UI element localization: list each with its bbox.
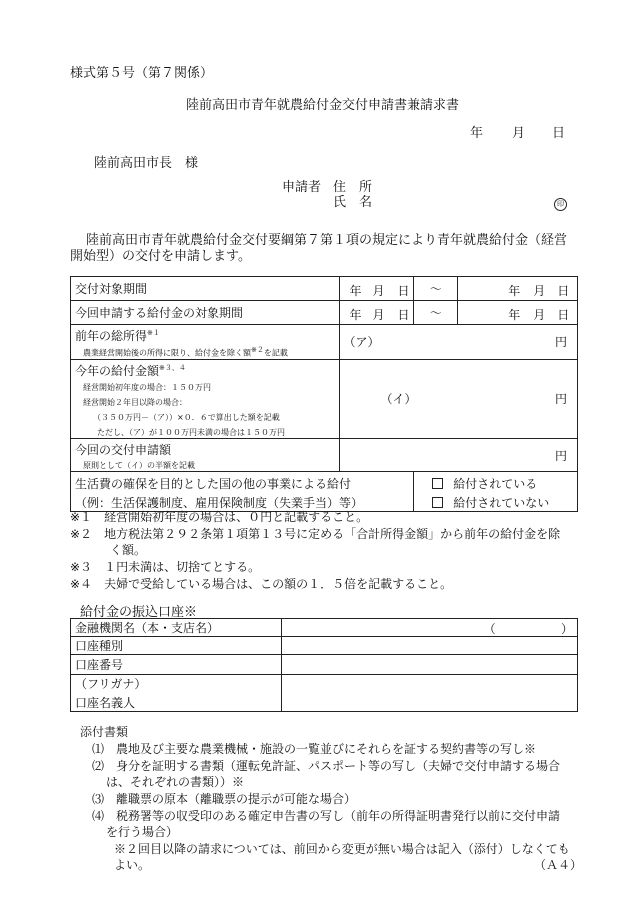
institution-paren-open: （: [483, 622, 496, 636]
note-1: [70, 508, 368, 525]
this-year-note-2: 経営開始２年目以降の場合：: [83, 397, 187, 407]
seal-icon: 印: [554, 198, 567, 211]
bank-heading: 給付金の振込口座※: [80, 605, 198, 620]
period-label: 交付対象期間: [75, 282, 148, 296]
period-tilde: ～: [429, 282, 442, 296]
current-start-month: 月: [372, 308, 385, 322]
account-type-label: 口座種別: [75, 639, 124, 653]
other-benefits-label-cell: [71, 471, 414, 511]
note-4-mark: ※４: [70, 577, 93, 591]
note-2: [70, 525, 560, 542]
prev-income-note-tail: を記載: [263, 348, 288, 358]
note-3-text: １円未満は、切捨てとする。: [104, 560, 261, 574]
this-request-label-cell: [71, 438, 340, 471]
note-1-text: 経営開始初年度の場合は、０円と記載すること。: [104, 510, 369, 524]
attachment-item-1: ⑴ 農地及び主要な農業機械・施設の一覧並びにそれらを証する契約書等の写し※: [92, 742, 537, 756]
prev-income-note: 農業経営開始後の所得に限り、給付金を除く額: [83, 348, 251, 358]
applicant-label: 申請者: [282, 180, 322, 195]
this-year-marker: （イ）: [380, 391, 417, 406]
paper-size-label: （Ａ４）: [534, 858, 583, 872]
checkbox-received[interactable]: [432, 478, 443, 489]
period-start-month: 月: [372, 284, 385, 298]
account-number-input-cell[interactable]: [281, 655, 577, 675]
this-request-unit: 円: [554, 448, 567, 463]
other-benefits-label-1: 生活費の確保を目的とした国の他の事業による給付: [75, 476, 352, 491]
note-4: [70, 575, 452, 592]
note-1-mark: ※１: [70, 510, 93, 524]
other-benefits-label-2: （例：生活保護制度、雇用保険制度（失業手当）等）: [75, 495, 364, 510]
intro-line-1: 陸前高田市青年就農給付金交付要綱第７第１項の規定により青年就農給付金（経営: [86, 233, 568, 248]
this-year-note-4: ただし、（ア）が１００万円未満の場合は１５０万円: [97, 427, 285, 437]
note-3-mark: ※３: [70, 560, 93, 574]
furigana-label: （フリガナ）: [75, 677, 147, 691]
this-year-note-1: 経営開始初年度の場合：１５０万円: [83, 382, 211, 392]
attachment-item-2-line-2: は、それぞれの書類））※: [106, 775, 245, 789]
period-end-cell: [458, 277, 578, 301]
option-not-received[interactable]: [414, 492, 577, 511]
option-not-received-label: 給付されていない: [453, 495, 550, 510]
current-period-label: 今回申請する給付金の対象期間: [75, 306, 244, 320]
account-holder-label: 口座名義人: [75, 696, 136, 710]
this-year-unit: 円: [554, 391, 567, 406]
this-year-note-3: （３５０万円－（ア））×０．６で算出した額を記載: [93, 412, 280, 422]
account-holder-input-cell[interactable]: [281, 675, 577, 712]
account-type-input-cell[interactable]: [281, 637, 577, 655]
institution-label-cell: [71, 619, 282, 637]
date-year-label: 年: [470, 126, 484, 141]
addressee: 陸前高田市長 様: [94, 156, 199, 171]
prev-income-sup: ※１: [147, 329, 160, 337]
current-end-month: 月: [533, 308, 546, 322]
current-period-start-cell: [340, 301, 414, 325]
attachment-item-2-line-1: ⑵ 身分を証明する書類（運転免許証、パスポート等の写し（夫婦で交付申請する場合: [92, 759, 561, 773]
current-period-tilde-cell: [414, 301, 458, 325]
attachment-footnote-line-2: よい。: [114, 858, 151, 872]
application-table: [70, 276, 578, 512]
institution-label: 金融機関名（本・支店名）: [75, 621, 220, 635]
account-type-label-cell: [71, 637, 282, 655]
prev-income-label-cell: [71, 325, 340, 360]
document-title: 陸前高田市青年就農給付金交付申請書兼請求書: [186, 98, 460, 113]
note-2-text-1: 地方税法第２９２条第１項第１３号に定める「合計所得金額」から前年の給付金を除: [104, 527, 561, 541]
attachment-item-4-line-1: ⑷ 税務署等の収受印のある確定申告書の写し（前年の所得証明書発行以前に交付申請: [92, 809, 561, 823]
current-period-end-cell: [458, 301, 578, 325]
date-month-label: 月: [512, 126, 526, 141]
note-2-mark: ※２: [70, 527, 93, 541]
checkbox-not-received[interactable]: [432, 497, 443, 508]
this-year-label: 今年の給付金額: [75, 363, 160, 378]
address-label: 住 所: [333, 180, 373, 195]
prev-income-note-sup: ※２: [251, 346, 264, 354]
other-benefits-options-cell: [414, 471, 578, 511]
period-start-year: 年: [349, 284, 362, 298]
note-3: [70, 558, 260, 575]
period-end-month: 月: [533, 284, 546, 298]
seal-mark: [554, 191, 567, 211]
institution-paren-close: ）: [560, 622, 573, 636]
this-request-note: 原則として（イ）の半額を記載: [83, 460, 195, 470]
form-number: 様式第５号（第７関係）: [70, 66, 214, 81]
current-start-day: 日: [397, 308, 410, 322]
period-start-day: 日: [397, 284, 410, 298]
note-2-text-2: く額。: [110, 543, 147, 557]
attachment-item-3: ⑶ 離職票の原本（離職票の提示が可能な場合）: [92, 792, 357, 806]
institution-input-cell[interactable]: [281, 619, 577, 637]
period-start-cell: [340, 277, 414, 301]
prev-income-marker: （ア）: [343, 335, 380, 349]
date-day-label: 日: [552, 126, 566, 141]
account-number-label-cell: [71, 655, 282, 675]
note-4-text: 夫婦で受給している場合は、この額の１．５倍を記載すること。: [104, 577, 453, 591]
option-received-label: 給付されている: [453, 476, 538, 491]
this-request-label: 今回の交付申請額: [75, 442, 172, 457]
this-year-value-cell[interactable]: [340, 359, 578, 438]
prev-income-label: 前年の総所得: [75, 329, 148, 343]
prev-income-value-cell[interactable]: [340, 325, 578, 360]
intro-line-2: 開始型）の交付を申請します。: [70, 249, 251, 264]
attachment-footnote-line-1: ※２回目以降の請求については、前回から変更が無い場合は記入（添付）しなくても: [114, 842, 570, 856]
current-period-label-cell: [71, 301, 340, 325]
account-number-label: 口座番号: [75, 658, 124, 672]
attachment-item-4-line-2: を行う場合）: [106, 825, 179, 839]
current-end-day: 日: [557, 308, 570, 322]
period-label-cell: [71, 277, 340, 301]
period-tilde-cell: [414, 277, 458, 301]
this-year-label-cell: [71, 359, 340, 438]
account-holder-label-cell: [71, 675, 282, 712]
this-request-value-cell[interactable]: [340, 438, 578, 471]
period-end-day: 日: [557, 284, 570, 298]
this-year-sup: ※３、４: [159, 363, 186, 372]
current-period-tilde: ～: [429, 306, 442, 320]
prev-income-unit: 円: [554, 335, 567, 349]
attachments-heading: 添付書類: [80, 725, 129, 739]
current-end-year: 年: [508, 308, 521, 322]
bank-table: [70, 618, 578, 712]
period-end-year: 年: [508, 284, 521, 298]
current-start-year: 年: [349, 308, 362, 322]
option-received[interactable]: [414, 472, 577, 492]
name-label: 氏 名: [333, 195, 373, 210]
